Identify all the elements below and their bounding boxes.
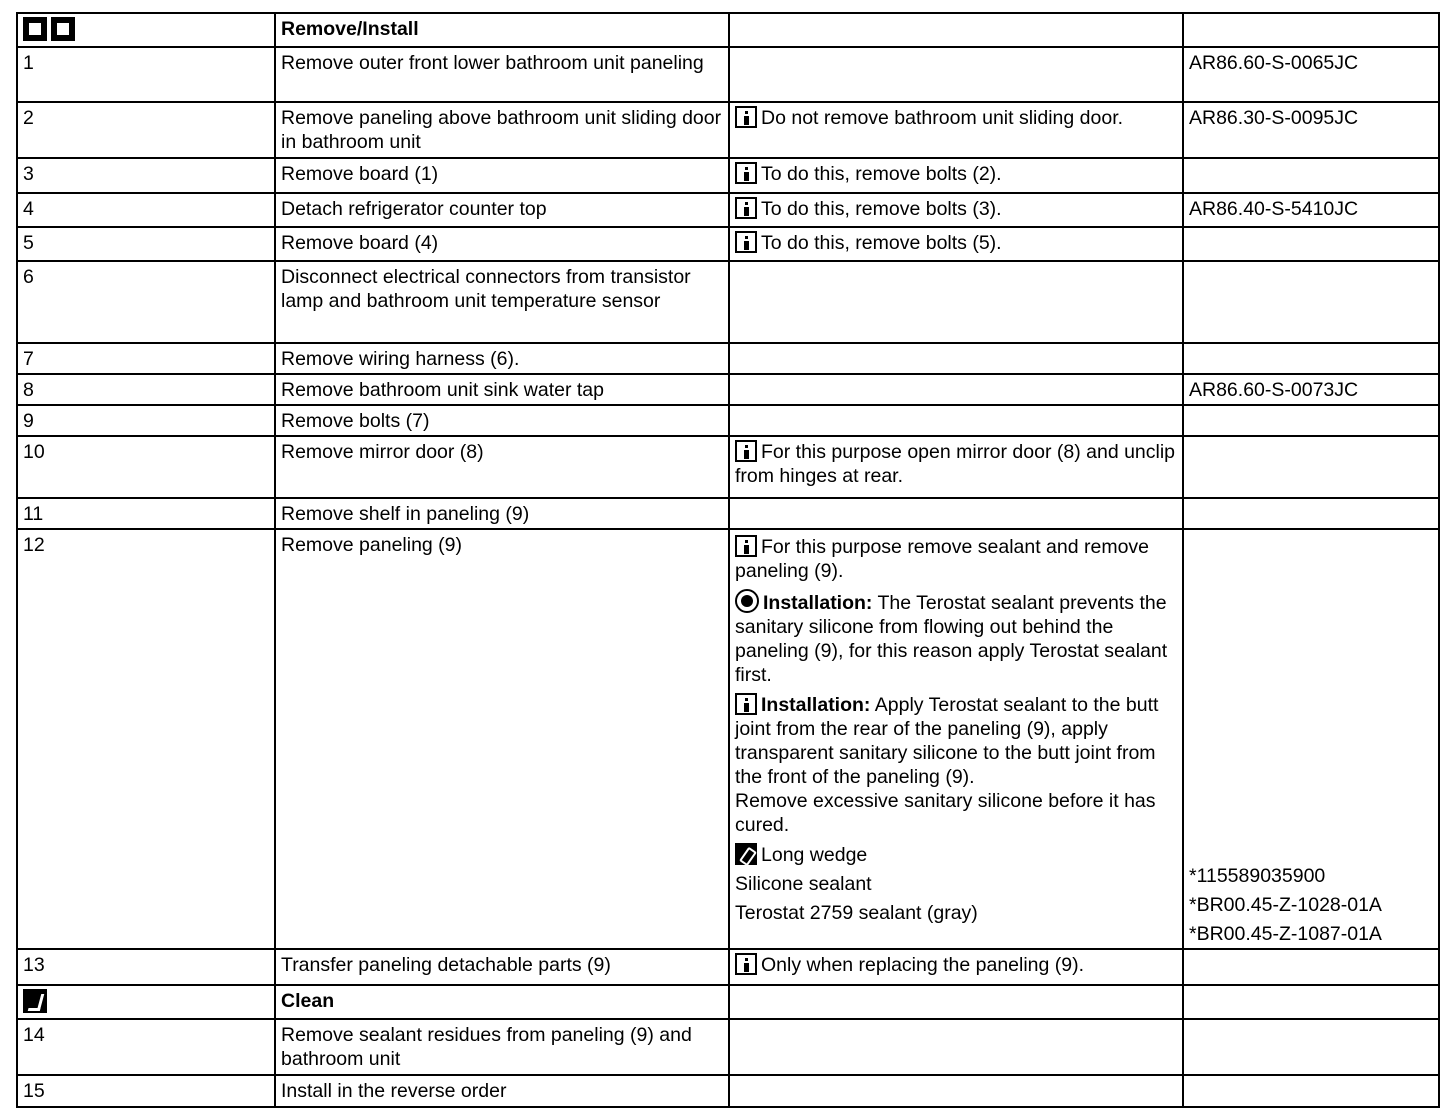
step-action: Remove bathroom unit sink water tap: [275, 374, 729, 405]
note-text: Only when replacing the paneling (9).: [761, 954, 1085, 976]
step-ref: [1183, 498, 1439, 529]
step-note: [729, 949, 1183, 985]
note-text: Do not remove bathroom unit sliding door.: [761, 107, 1124, 129]
step-number: 7: [17, 343, 275, 374]
step-note: [729, 1075, 1183, 1107]
step-action: Detach refrigerator counter top: [275, 193, 729, 227]
note-text: Remove excessive sanitary silicone before it has cured.: [735, 790, 1156, 836]
step-number: 1: [17, 47, 275, 102]
installation-note: [735, 693, 1177, 837]
info-icon: [735, 535, 757, 557]
info-note: [735, 535, 1177, 583]
step-number: 5: [17, 227, 275, 261]
header-row: [17, 13, 1439, 47]
step-number: 11: [17, 498, 275, 529]
step-ref: [1183, 158, 1439, 193]
step-ref: [1183, 949, 1439, 985]
installation-label: Installation:: [761, 694, 871, 716]
note-text: For this purpose remove sealant and remove paneling (9).: [735, 536, 1150, 582]
step-action: Remove sealant residues from paneling (9) and bathroom unit: [275, 1019, 729, 1075]
step-action: Remove mirror door (8): [275, 436, 729, 498]
step-ref: AR86.60-S-0073JC: [1183, 374, 1439, 405]
procedure-table: [16, 12, 1440, 1108]
empty-cell: [729, 985, 1183, 1019]
info-icon: [735, 197, 757, 219]
step-ref: AR86.40-S-5410JC: [1183, 193, 1439, 227]
material-item: [735, 843, 1177, 867]
table-row: [17, 949, 1439, 985]
step-note: [729, 529, 1183, 949]
material-name: Terostat 2759 sealant (gray): [735, 902, 978, 924]
step-action: Remove paneling above bathroom unit sliding door in bathroom unit: [275, 102, 729, 158]
table-row: [17, 102, 1439, 158]
step-ref: [1183, 436, 1439, 498]
material-name: Silicone sealant: [735, 873, 872, 895]
clean-title: Clean: [275, 985, 729, 1019]
table-row: [17, 227, 1439, 261]
step-ref: [1183, 343, 1439, 374]
table-row: [17, 374, 1439, 405]
step-number: 6: [17, 261, 275, 343]
step-ref: [1183, 529, 1439, 949]
step-number: 10: [17, 436, 275, 498]
step-ref: [1183, 405, 1439, 436]
clean-header-row: [17, 985, 1439, 1019]
step-note: [729, 193, 1183, 227]
step-ref: [1183, 1075, 1439, 1107]
note-text: To do this, remove bolts (5).: [761, 232, 1002, 254]
empty-cell: [729, 13, 1183, 47]
special-tool-icon: [735, 843, 757, 865]
material-item: [735, 901, 1177, 925]
installation-circle-icon: [735, 589, 759, 613]
note-text: To do this, remove bolts (2).: [761, 163, 1002, 185]
step-ref: AR86.30-S-0095JC: [1183, 102, 1439, 158]
info-icon: [735, 440, 757, 462]
step-action: Remove paneling (9): [275, 529, 729, 949]
step-action: Remove shelf in paneling (9): [275, 498, 729, 529]
step-note: [729, 436, 1183, 498]
step-note: [729, 1019, 1183, 1075]
step-ref: [1183, 1019, 1439, 1075]
step-number: 2: [17, 102, 275, 158]
info-icon: [735, 106, 757, 128]
material-ref: *115589035900: [1189, 865, 1326, 887]
clean-icon: [23, 989, 47, 1013]
note-text: The Terostat sealant prevents the sanitary silicone from flowing out behind the paneling (9), for this reason apply Terostat sealant first.: [735, 592, 1168, 686]
step-action: Remove wiring harness (6).: [275, 343, 729, 374]
step-action: Remove bolts (7): [275, 405, 729, 436]
step-note: [729, 405, 1183, 436]
empty-cell: [1183, 13, 1439, 47]
step-action: Remove board (4): [275, 227, 729, 261]
info-icon: [735, 231, 757, 253]
step-note: [729, 47, 1183, 102]
step-ref: [1183, 227, 1439, 261]
material-name: Long wedge: [761, 844, 868, 866]
note-text: For this purpose open mirror door (8) and unclip from hinges at rear.: [735, 441, 1176, 487]
step-number: 15: [17, 1075, 275, 1107]
empty-cell: [1183, 985, 1439, 1019]
info-icon: [735, 162, 757, 184]
table-row: [17, 158, 1439, 193]
info-icon: [735, 693, 757, 715]
table-row: [17, 405, 1439, 436]
note-text: To do this, remove bolts (3).: [761, 198, 1002, 220]
step-ref: [1183, 261, 1439, 343]
table-row: [17, 436, 1439, 498]
step-action: Transfer paneling detachable parts (9): [275, 949, 729, 985]
header-icons-cell: [17, 13, 275, 47]
step-number: 12: [17, 529, 275, 949]
step-action: Remove board (1): [275, 158, 729, 193]
table-row: [17, 498, 1439, 529]
step-action: Disconnect electrical connectors from transistor lamp and bathroom unit temperature sensor: [275, 261, 729, 343]
step-note: [729, 374, 1183, 405]
step-action: Install in the reverse order: [275, 1075, 729, 1107]
material-item: [735, 872, 1177, 896]
table-row: [17, 1075, 1439, 1107]
info-icon: [735, 953, 757, 975]
step-note: [729, 498, 1183, 529]
step-ref: AR86.60-S-0065JC: [1183, 47, 1439, 102]
step-note: [729, 158, 1183, 193]
step-note: [729, 343, 1183, 374]
note-text: Apply Terostat sealant to the butt joint from the rear of the paneling (9), apply transparent sanitary silicone to the butt joint from the front of the paneling (9).: [735, 694, 1159, 788]
material-ref: *BR00.45-Z-1028-01A: [1189, 894, 1382, 916]
table-row: [17, 1019, 1439, 1075]
clean-icon-cell: [17, 985, 275, 1019]
table-row: [17, 47, 1439, 102]
step-number: 9: [17, 405, 275, 436]
section-title: Remove/Install: [275, 13, 729, 47]
step-number: 8: [17, 374, 275, 405]
installation-label: Installation:: [763, 592, 873, 614]
table-row: [17, 193, 1439, 227]
step-note: [729, 102, 1183, 158]
step-number: 3: [17, 158, 275, 193]
step-number: 14: [17, 1019, 275, 1075]
remove-install-icon: [23, 17, 47, 41]
table-row: [17, 261, 1439, 343]
table-row: [17, 529, 1439, 949]
step-number: 13: [17, 949, 275, 985]
material-ref: *BR00.45-Z-1087-01A: [1189, 923, 1382, 945]
step-note: [729, 227, 1183, 261]
install-icon: [51, 17, 75, 41]
table-row: [17, 343, 1439, 374]
installation-note: [735, 589, 1177, 687]
step-action: Remove outer front lower bathroom unit paneling: [275, 47, 729, 102]
step-note: [729, 261, 1183, 343]
step-number: 4: [17, 193, 275, 227]
